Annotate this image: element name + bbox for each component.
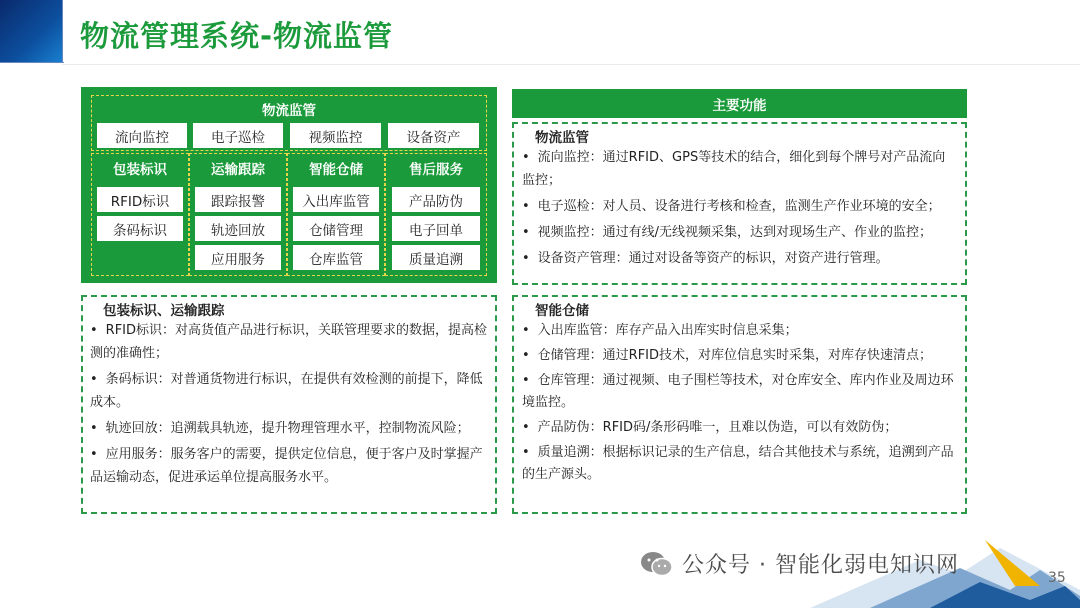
column-header: 智能仓储 [309, 162, 363, 178]
corner-line [62, 0, 63, 62]
wechat-icon [640, 551, 674, 577]
cell-track-replay: 轨迹回放 [195, 216, 281, 241]
panel-title: 智能仓储 [535, 303, 589, 319]
list-item: • 流向监控：通过RFID、GPS等技术的结合，细化到每个牌号对产品流向监控； [522, 146, 958, 192]
list-item: • 入出库监管：库存产品入出库实时信息采集； [522, 320, 958, 342]
column-header: 售后服务 [409, 162, 463, 178]
cell-rfid: RFID标识 [97, 187, 183, 212]
page-title: 物流管理系统-物流监管 [80, 19, 394, 53]
cell-tracking-alarm: 跟踪报警 [195, 187, 281, 212]
storage-list [522, 320, 958, 489]
list-item: • 产品防伪：RFID码/条形码唯一，且难以伪造，可以有效防伪； [522, 417, 958, 439]
list-item: • RFID标识：对高货值产品进行标识，关联管理要求的数据，提高检测的准确性； [90, 319, 490, 365]
cell-flow-monitor: 流向监控 [97, 123, 187, 148]
list-item: • 视频监控：通过有线/无线视频采集，达到对现场生产、作业的监控； [522, 221, 958, 244]
cell-warehouse-monitor: 仓库监管 [293, 245, 379, 270]
cell-barcode: 条码标识 [97, 216, 183, 241]
page-number: 35 [1048, 570, 1066, 586]
logistics-diagram [81, 87, 497, 283]
monitoring-list [522, 146, 958, 273]
cell-app-service: 应用服务 [195, 245, 281, 270]
column-header: 运输跟踪 [211, 162, 265, 178]
cell-quality-trace: 质量追溯 [392, 245, 480, 270]
cell-anti-counterfeit: 产品防伪 [392, 187, 480, 212]
main-functions-header: 主要功能 [512, 89, 967, 118]
cell-video-monitor: 视频监控 [290, 123, 381, 148]
column-header: 包装标识 [113, 162, 167, 178]
cell-e-patrol: 电子巡检 [193, 123, 283, 148]
panel-title: 物流监管 [535, 130, 589, 146]
list-item: • 质量追溯：根据标识记录的生产信息，结合其他技术与系统，追溯到产品的生产源头。 [522, 442, 958, 486]
packaging-list [90, 319, 490, 492]
diagram-header: 物流监管 [262, 103, 316, 119]
title-divider [62, 64, 1080, 65]
list-item: • 设备资产管理：通过对设备等资产的标识，对资产进行管理。 [522, 247, 958, 270]
list-item: • 轨迹回放：追溯载具轨迹，提升物理管理水平，控制物流风险； [90, 417, 490, 440]
cell-inout-monitor: 入出库监管 [293, 187, 379, 212]
list-item: • 仓储管理：通过RFID技术，对库位信息实时采集，对库存快速清点； [522, 345, 958, 367]
watermark-text: 公众号 · 智能化弱电知识网 [682, 553, 959, 578]
corner-line [0, 62, 64, 63]
cell-asset: 设备资产 [388, 123, 479, 148]
cell-e-receipt: 电子回单 [392, 216, 480, 241]
corner-decoration [0, 0, 63, 63]
panel-title: 包装标识、运输跟踪 [103, 303, 225, 319]
list-item: • 应用服务：服务客户的需要，提供定位信息，便于客户及时掌握产品运输动态，促进承运单位提高服务水平。 [90, 443, 490, 489]
cell-storage-mgmt: 仓储管理 [293, 216, 379, 241]
list-item: • 仓库管理：通过视频、电子围栏等技术，对仓库安全、库内作业及周边环境监控。 [522, 370, 958, 414]
watermark [640, 548, 959, 579]
list-item: • 条码标识：对普通货物进行标识，在提供有效检测的前提下，降低成本。 [90, 368, 490, 414]
list-item: • 电子巡检：对人员、设备进行考核和检查，监测生产作业环境的安全； [522, 195, 958, 218]
